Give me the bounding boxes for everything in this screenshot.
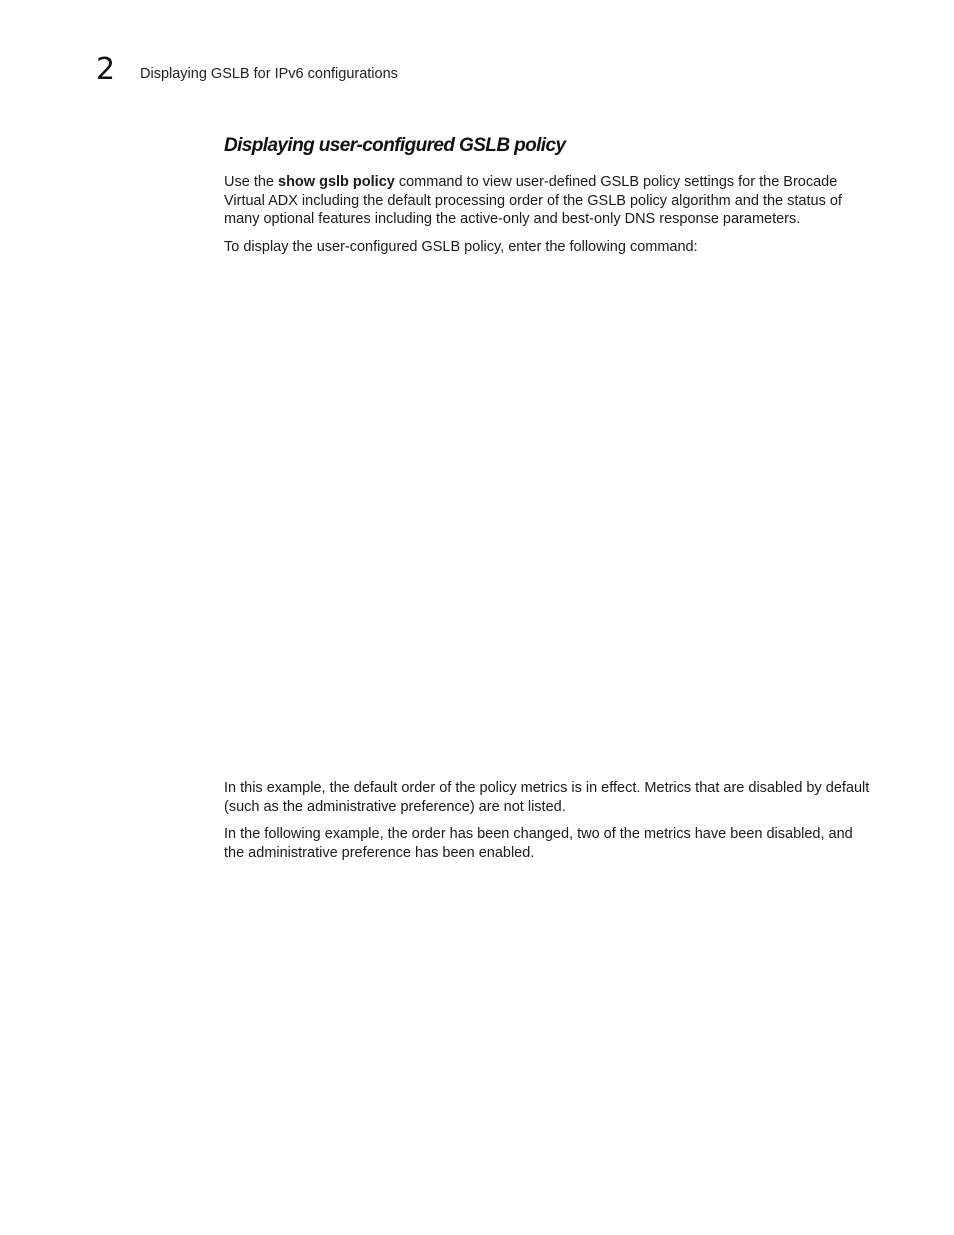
intro-text-end: command to view user-defined GSLB policy settings for the Brocade Virtual ADX including the default processing order of the GSLB policy algorithm and the status of many optional features including the active-only and best-only DNS response parameters. <box>224 174 842 227</box>
running-header: Displaying GSLB for IPv6 configurations <box>140 66 398 82</box>
example-explanation-paragraph: In this example, the default order of the policy metrics is in effect. Metrics that are disabled by default (such as the administrative preference) are not listed. <box>224 780 870 815</box>
command-name: show gslb policy <box>278 174 395 190</box>
intro-paragraph <box>224 173 874 229</box>
instruction-paragraph: To display the user-configured GSLB policy, enter the following command: <box>224 239 698 255</box>
intro-text-start: Use the <box>224 174 278 190</box>
following-example-paragraph: In the following example, the order has been changed, two of the metrics have been disabled, and the administrative preference has been enabled. <box>224 826 853 861</box>
section-title: Displaying user-configured GSLB policy <box>224 135 566 156</box>
chapter-number: 2 <box>96 52 116 87</box>
